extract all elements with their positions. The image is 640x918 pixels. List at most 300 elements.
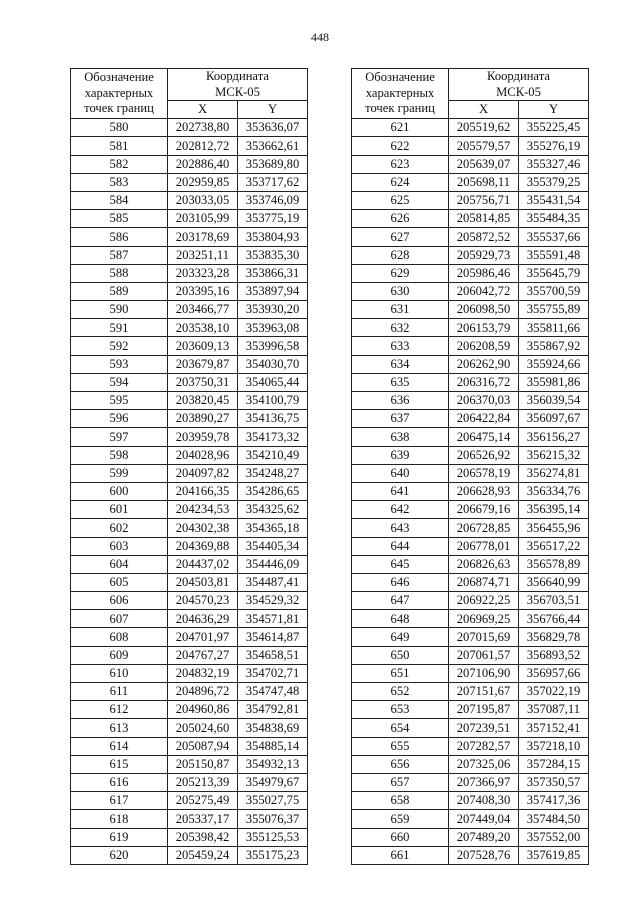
x-coordinate-cell: 204570,23 [168, 592, 238, 610]
table-row [352, 228, 589, 246]
point-number-cell: 649 [352, 628, 449, 646]
table-row [71, 719, 308, 737]
y-coordinate-cell: 355379,25 [519, 173, 589, 191]
table-row [71, 282, 308, 300]
point-number-cell: 635 [352, 373, 449, 391]
table-row [352, 773, 589, 791]
y-coordinate-cell: 353930,20 [238, 301, 308, 319]
table-row [71, 610, 308, 628]
table-row [352, 464, 589, 482]
point-number-cell: 594 [71, 373, 168, 391]
point-number-cell: 583 [71, 173, 168, 191]
x-coordinate-cell: 203538,10 [168, 319, 238, 337]
x-coordinate-cell: 203395,16 [168, 282, 238, 300]
table-row [352, 610, 589, 628]
point-number-cell: 631 [352, 301, 449, 319]
point-number-cell: 599 [71, 464, 168, 482]
point-number-cell: 587 [71, 246, 168, 264]
y-coordinate-cell: 355755,89 [519, 301, 589, 319]
y-coordinate-cell: 354136,75 [238, 410, 308, 428]
table-row [71, 392, 308, 410]
y-coordinate-cell: 354702,71 [238, 664, 308, 682]
table-row [71, 755, 308, 773]
x-coordinate-cell: 204896,72 [168, 683, 238, 701]
x-coordinate-cell: 207408,30 [449, 792, 519, 810]
y-coordinate-cell: 354030,70 [238, 355, 308, 373]
x-coordinate-cell: 205087,94 [168, 737, 238, 755]
table-row [71, 628, 308, 646]
y-coordinate-cell: 354065,44 [238, 373, 308, 391]
y-coordinate-cell: 354571,81 [238, 610, 308, 628]
table-row [352, 191, 589, 209]
table-row [352, 210, 589, 228]
point-number-cell: 657 [352, 773, 449, 791]
x-coordinate-cell: 206316,72 [449, 373, 519, 391]
y-coordinate-cell: 356893,52 [519, 646, 589, 664]
y-coordinate-cell: 354487,41 [238, 573, 308, 591]
table-row [352, 664, 589, 682]
point-number-cell: 608 [71, 628, 168, 646]
y-coordinate-cell: 355924,66 [519, 355, 589, 373]
table-row [352, 392, 589, 410]
table-row [352, 628, 589, 646]
x-coordinate-cell: 203178,69 [168, 228, 238, 246]
coordinate-header [168, 69, 308, 101]
point-number-cell: 641 [352, 482, 449, 500]
y-coordinate-cell: 354365,18 [238, 519, 308, 537]
point-number-cell: 618 [71, 810, 168, 828]
point-number-cell: 616 [71, 773, 168, 791]
x-coordinate-cell: 206526,92 [449, 446, 519, 464]
y-coordinate-cell: 354405,34 [238, 537, 308, 555]
x-coordinate-cell: 204701,97 [168, 628, 238, 646]
y-coordinate-cell: 355125,53 [238, 828, 308, 846]
y-coordinate-cell: 356215,32 [519, 446, 589, 464]
table-row [352, 683, 589, 701]
y-coordinate-cell: 354325,62 [238, 501, 308, 519]
point-number-cell: 656 [352, 755, 449, 773]
y-coordinate-cell: 353963,08 [238, 319, 308, 337]
point-number-cell: 652 [352, 683, 449, 701]
y-coordinate-cell: 353662,61 [238, 137, 308, 155]
table-row [352, 264, 589, 282]
x-coordinate-cell: 204302,38 [168, 519, 238, 537]
point-number-cell: 584 [71, 191, 168, 209]
point-number-cell: 642 [352, 501, 449, 519]
table-row [352, 501, 589, 519]
x-coordinate-cell: 206628,93 [449, 482, 519, 500]
point-number-cell: 588 [71, 264, 168, 282]
y-coordinate-cell: 355175,23 [238, 846, 308, 864]
table-row [71, 810, 308, 828]
point-number-cell: 660 [352, 828, 449, 846]
point-number-cell: 653 [352, 701, 449, 719]
y-coordinate-cell: 357152,41 [519, 719, 589, 737]
point-number-cell: 601 [71, 501, 168, 519]
header-coord-line: Координата [206, 69, 269, 83]
y-coordinate-cell: 357022,19 [519, 683, 589, 701]
y-coordinate-cell: 355327,46 [519, 155, 589, 173]
x-coordinate-cell: 204767,27 [168, 646, 238, 664]
x-coordinate-cell: 203679,87 [168, 355, 238, 373]
x-coordinate-cell: 204437,02 [168, 555, 238, 573]
point-label-header [71, 69, 168, 119]
table-row [71, 446, 308, 464]
table-row [71, 373, 308, 391]
table-row [352, 319, 589, 337]
point-number-cell: 646 [352, 573, 449, 591]
y-coordinate-cell: 355811,66 [519, 319, 589, 337]
y-coordinate-cell: 354446,09 [238, 555, 308, 573]
point-number-cell: 626 [352, 210, 449, 228]
x-coordinate-cell: 206578,19 [449, 464, 519, 482]
y-coordinate-cell: 355591,48 [519, 246, 589, 264]
table-row [352, 355, 589, 373]
point-number-cell: 636 [352, 392, 449, 410]
table-row [71, 246, 308, 264]
point-number-cell: 639 [352, 446, 449, 464]
table-row [352, 828, 589, 846]
x-coordinate-cell: 203750,31 [168, 373, 238, 391]
point-number-cell: 634 [352, 355, 449, 373]
point-number-cell: 643 [352, 519, 449, 537]
header-coord-line: МСК-05 [496, 84, 541, 99]
y-coordinate-cell: 355867,92 [519, 337, 589, 355]
header-label-line: Обозначение [84, 70, 154, 85]
point-number-cell: 658 [352, 792, 449, 810]
table-row [352, 573, 589, 591]
x-coordinate-cell: 204234,53 [168, 501, 238, 519]
y-coordinate-cell: 355537,66 [519, 228, 589, 246]
table-row [352, 592, 589, 610]
y-coordinate-cell: 357484,50 [519, 810, 589, 828]
point-number-cell: 610 [71, 664, 168, 682]
x-coordinate-cell: 205275,49 [168, 792, 238, 810]
point-number-cell: 590 [71, 301, 168, 319]
table-row [71, 337, 308, 355]
table-row [352, 755, 589, 773]
x-coordinate-cell: 207366,97 [449, 773, 519, 791]
point-number-cell: 624 [352, 173, 449, 191]
point-number-cell: 613 [71, 719, 168, 737]
x-coordinate-cell: 207106,90 [449, 664, 519, 682]
y-coordinate-cell: 357619,85 [519, 846, 589, 864]
table-row [71, 137, 308, 155]
point-number-cell: 586 [71, 228, 168, 246]
y-coordinate-cell: 353689,80 [238, 155, 308, 173]
point-number-cell: 655 [352, 737, 449, 755]
x-coordinate-cell: 205398,42 [168, 828, 238, 846]
y-coordinate-cell: 357350,57 [519, 773, 589, 791]
x-coordinate-cell: 205929,73 [449, 246, 519, 264]
point-number-cell: 661 [352, 846, 449, 864]
table-row [352, 737, 589, 755]
x-coordinate-cell: 206262,90 [449, 355, 519, 373]
point-number-cell: 580 [71, 119, 168, 137]
table-row [71, 355, 308, 373]
table-row [352, 555, 589, 573]
x-coordinate-cell: 202959,85 [168, 173, 238, 191]
x-coordinate-cell: 205150,87 [168, 755, 238, 773]
y-coordinate-cell: 354529,32 [238, 592, 308, 610]
point-number-cell: 589 [71, 282, 168, 300]
point-number-cell: 648 [352, 610, 449, 628]
y-coordinate-cell: 356395,14 [519, 501, 589, 519]
x-coordinate-cell: 204960,86 [168, 701, 238, 719]
point-number-cell: 638 [352, 428, 449, 446]
x-column-header: X [449, 101, 519, 119]
point-number-cell: 607 [71, 610, 168, 628]
table-row [71, 737, 308, 755]
y-coordinate-cell: 354173,32 [238, 428, 308, 446]
y-coordinate-cell: 354100,79 [238, 392, 308, 410]
table-row [71, 464, 308, 482]
x-coordinate-cell: 205579,57 [449, 137, 519, 155]
y-coordinate-cell: 353636,07 [238, 119, 308, 137]
y-coordinate-cell: 356703,51 [519, 592, 589, 610]
x-coordinate-cell: 207528,76 [449, 846, 519, 864]
y-coordinate-cell: 354286,65 [238, 482, 308, 500]
point-number-cell: 654 [352, 719, 449, 737]
point-number-cell: 609 [71, 646, 168, 664]
point-number-cell: 611 [71, 683, 168, 701]
x-coordinate-cell: 206153,79 [449, 319, 519, 337]
y-coordinate-cell: 357552,00 [519, 828, 589, 846]
x-coordinate-cell: 203820,45 [168, 392, 238, 410]
table-row [71, 664, 308, 682]
x-coordinate-cell: 204636,29 [168, 610, 238, 628]
y-coordinate-cell: 356578,89 [519, 555, 589, 573]
table-row [71, 319, 308, 337]
x-coordinate-cell: 206422,84 [449, 410, 519, 428]
x-coordinate-cell: 202886,40 [168, 155, 238, 173]
point-number-cell: 598 [71, 446, 168, 464]
y-coordinate-cell: 353866,31 [238, 264, 308, 282]
x-coordinate-cell: 203323,28 [168, 264, 238, 282]
point-number-cell: 603 [71, 537, 168, 555]
x-coordinate-cell: 205519,62 [449, 119, 519, 137]
y-coordinate-cell: 354747,48 [238, 683, 308, 701]
point-number-cell: 628 [352, 246, 449, 264]
point-number-cell: 619 [71, 828, 168, 846]
x-coordinate-cell: 205459,24 [168, 846, 238, 864]
table-row [71, 646, 308, 664]
point-number-cell: 585 [71, 210, 168, 228]
x-coordinate-cell: 206208,59 [449, 337, 519, 355]
x-coordinate-cell: 204369,88 [168, 537, 238, 555]
x-coordinate-cell: 206475,14 [449, 428, 519, 446]
table-row [352, 519, 589, 537]
point-number-cell: 615 [71, 755, 168, 773]
header-coord-line: Координата [487, 69, 550, 83]
point-number-cell: 644 [352, 537, 449, 555]
x-coordinate-cell: 205814,85 [449, 210, 519, 228]
y-coordinate-cell: 355700,59 [519, 282, 589, 300]
y-coordinate-cell: 355431,54 [519, 191, 589, 209]
table-row [71, 428, 308, 446]
table-row [71, 210, 308, 228]
table-row [352, 792, 589, 810]
x-coordinate-cell: 207489,20 [449, 828, 519, 846]
y-coordinate-cell: 357218,10 [519, 737, 589, 755]
x-coordinate-cell: 206098,50 [449, 301, 519, 319]
y-coordinate-cell: 356039,54 [519, 392, 589, 410]
table-row [71, 482, 308, 500]
x-coordinate-cell: 207239,51 [449, 719, 519, 737]
y-coordinate-cell: 354885,14 [238, 737, 308, 755]
y-coordinate-cell: 354658,51 [238, 646, 308, 664]
table-row [71, 555, 308, 573]
x-coordinate-cell: 207325,06 [449, 755, 519, 773]
x-coordinate-cell: 202738,80 [168, 119, 238, 137]
y-coordinate-cell: 356274,81 [519, 464, 589, 482]
y-coordinate-cell: 355645,79 [519, 264, 589, 282]
y-coordinate-cell: 354210,49 [238, 446, 308, 464]
y-coordinate-cell: 355076,37 [238, 810, 308, 828]
header-label-line: характерных [365, 85, 435, 100]
x-coordinate-cell: 205872,52 [449, 228, 519, 246]
table-row [352, 246, 589, 264]
x-coordinate-cell: 205698,11 [449, 173, 519, 191]
table-row [71, 155, 308, 173]
table-row [352, 173, 589, 191]
point-number-cell: 651 [352, 664, 449, 682]
point-number-cell: 596 [71, 410, 168, 428]
table-row [71, 537, 308, 555]
table-row [352, 410, 589, 428]
x-coordinate-cell: 203959,78 [168, 428, 238, 446]
x-coordinate-cell: 207449,04 [449, 810, 519, 828]
table-row [71, 173, 308, 191]
point-number-cell: 597 [71, 428, 168, 446]
coordinates-table-right [351, 68, 589, 865]
table-row [71, 792, 308, 810]
x-coordinate-cell: 204503,81 [168, 573, 238, 591]
x-coordinate-cell: 207195,87 [449, 701, 519, 719]
table-row [71, 573, 308, 591]
table-row [352, 428, 589, 446]
y-coordinate-cell: 353717,62 [238, 173, 308, 191]
x-coordinate-cell: 203466,77 [168, 301, 238, 319]
y-coordinate-cell: 357417,36 [519, 792, 589, 810]
y-column-header: Y [519, 101, 589, 119]
y-coordinate-cell: 354792,81 [238, 701, 308, 719]
table-body-left [71, 119, 308, 865]
y-coordinate-cell: 356097,67 [519, 410, 589, 428]
header-label-line: точек границ [365, 101, 435, 116]
point-number-cell: 591 [71, 319, 168, 337]
y-coordinate-cell: 356829,78 [519, 628, 589, 646]
header-coord-line: МСК-05 [215, 84, 260, 99]
x-coordinate-cell: 205337,17 [168, 810, 238, 828]
table-row [71, 501, 308, 519]
point-number-cell: 617 [71, 792, 168, 810]
y-column-header: Y [238, 101, 308, 119]
point-label-header [352, 69, 449, 119]
x-coordinate-cell: 206728,85 [449, 519, 519, 537]
table-row [71, 773, 308, 791]
point-number-cell: 606 [71, 592, 168, 610]
point-number-cell: 592 [71, 337, 168, 355]
y-coordinate-cell: 353996,58 [238, 337, 308, 355]
x-coordinate-cell: 207151,67 [449, 683, 519, 701]
x-coordinate-cell: 207015,69 [449, 628, 519, 646]
y-coordinate-cell: 355027,75 [238, 792, 308, 810]
x-coordinate-cell: 205639,07 [449, 155, 519, 173]
x-coordinate-cell: 206778,01 [449, 537, 519, 555]
y-coordinate-cell: 355225,45 [519, 119, 589, 137]
y-coordinate-cell: 356334,76 [519, 482, 589, 500]
y-coordinate-cell: 353746,09 [238, 191, 308, 209]
point-number-cell: 640 [352, 464, 449, 482]
point-number-cell: 630 [352, 282, 449, 300]
point-number-cell: 633 [352, 337, 449, 355]
table-row [71, 683, 308, 701]
coordinate-header [449, 69, 589, 101]
table-row [71, 301, 308, 319]
point-number-cell: 593 [71, 355, 168, 373]
point-number-cell: 632 [352, 319, 449, 337]
point-number-cell: 602 [71, 519, 168, 537]
table-row [352, 446, 589, 464]
point-number-cell: 595 [71, 392, 168, 410]
table-row [352, 719, 589, 737]
table-row [71, 264, 308, 282]
table-row [71, 191, 308, 209]
table-row [352, 646, 589, 664]
table-row [71, 828, 308, 846]
header-label-line: Обозначение [365, 70, 435, 85]
x-coordinate-cell: 203609,13 [168, 337, 238, 355]
y-coordinate-cell: 356517,22 [519, 537, 589, 555]
table-row [71, 410, 308, 428]
x-coordinate-cell: 206874,71 [449, 573, 519, 591]
y-coordinate-cell: 354838,69 [238, 719, 308, 737]
point-number-cell: 614 [71, 737, 168, 755]
point-number-cell: 621 [352, 119, 449, 137]
x-coordinate-cell: 207282,57 [449, 737, 519, 755]
y-coordinate-cell: 353804,93 [238, 228, 308, 246]
table-row [352, 137, 589, 155]
page-number: 448 [311, 30, 329, 44]
point-number-cell: 647 [352, 592, 449, 610]
table-row [352, 337, 589, 355]
x-coordinate-cell: 206922,25 [449, 592, 519, 610]
point-number-cell: 623 [352, 155, 449, 173]
point-number-cell: 645 [352, 555, 449, 573]
y-coordinate-cell: 356156,27 [519, 428, 589, 446]
point-number-cell: 612 [71, 701, 168, 719]
table-row [352, 282, 589, 300]
x-coordinate-cell: 206042,72 [449, 282, 519, 300]
y-coordinate-cell: 353897,94 [238, 282, 308, 300]
y-coordinate-cell: 355981,86 [519, 373, 589, 391]
table-body-right [352, 119, 589, 865]
x-coordinate-cell: 203033,05 [168, 191, 238, 209]
table-row [352, 119, 589, 137]
x-coordinate-cell: 204166,35 [168, 482, 238, 500]
table-row [71, 119, 308, 137]
point-number-cell: 582 [71, 155, 168, 173]
table-row [352, 846, 589, 864]
x-coordinate-cell: 204028,96 [168, 446, 238, 464]
y-coordinate-cell: 353835,30 [238, 246, 308, 264]
x-coordinate-cell: 202812,72 [168, 137, 238, 155]
x-coordinate-cell: 206826,63 [449, 555, 519, 573]
point-number-cell: 629 [352, 264, 449, 282]
point-number-cell: 637 [352, 410, 449, 428]
x-coordinate-cell: 205213,39 [168, 773, 238, 791]
